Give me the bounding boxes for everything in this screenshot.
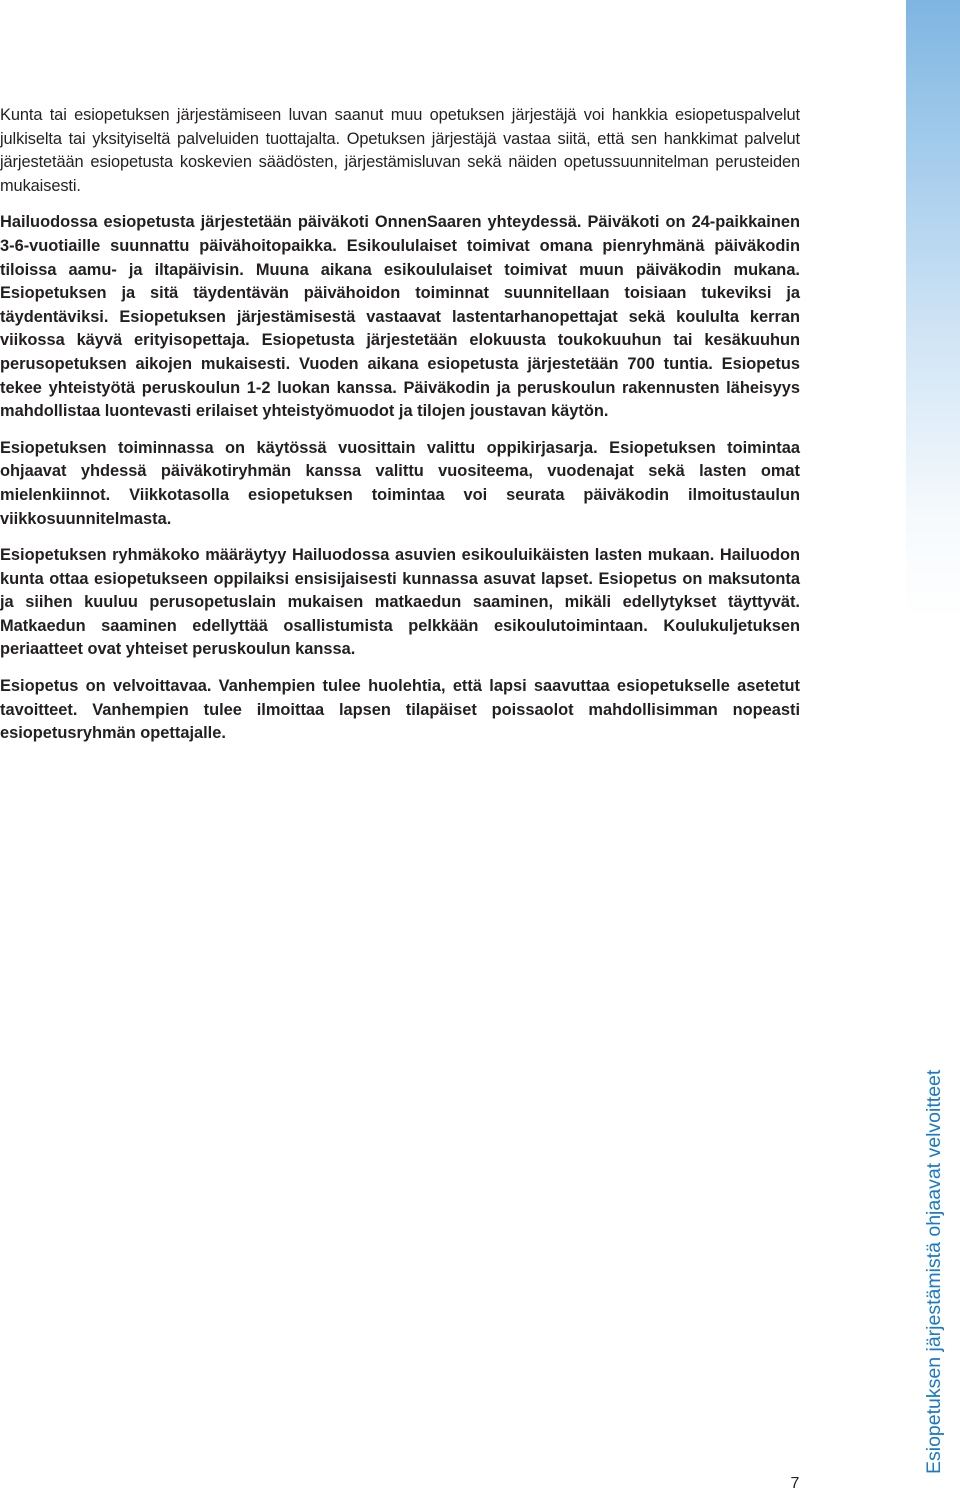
paragraph-hailuoto-preschool: Hailuodossa esiopetusta järjestetään päiväkoti OnnenSaaren yhteydessä. Päiväkoti on 24-paikkainen 3-6-vuotiaille suunnattu päivähoitopaikka. Esikoululaiset toimivat omana pienryhmänä päiväkodin tiloissa aamu- ja iltapäivisin. Muuna aikana esikoululaiset toimivat muun päiväkodin mukana. Esiopetuksen ja sitä täydentävän päivähoidon toiminnat suunnitellaan toisiaan tukeviksi ja täydentäviksi. Esiopetuksen järjestämisestä vastaavat lastentarhanopettajat sekä koululta kerran viikossa käyvä erityisopettaja. Esiopetusta järjestetään elokuusta toukokuuhun tai kesäkuuhun perusopetuksen aikojen mukaisesti. Vuoden aikana esiopetusta järjestetään 700 tuntia. Esiopetus tekee yhteistyötä peruskoulun 1-2 luokan kanssa. Päiväkodin ja peruskoulun rakennusten läheisyys mahdollistaa luontevasti erilaiset yhteistyömuodot ja tilojen joustavan käytön. — [0, 213, 800, 421]
body-text — [0, 104, 800, 759]
paragraph-intro: Kunta tai esiopetuksen järjestämiseen luvan saanut muu opetuksen järjestäjä voi hankkia esiopetuspalvelut julkiselta tai yksityiseltä palveluiden tuottajalta. Opetuksen järjestäjä vastaa siitä, että sen hankkimat palvelut järjestetään esiopetusta koskevien säädösten, järjestämisluvan sekä näiden opetussuunnitelman perusteiden mukaisesti. — [0, 106, 800, 195]
paragraph-obligation: Esiopetus on velvoittavaa. Vanhempien tulee huolehtia, että lapsi saavuttaa esiopetukselle asetetut tavoitteet. Vanhempien tulee ilmoittaa lapsen tilapäiset poissaolot mahdollisimman nopeasti esiopetusryhmän opettajalle. — [0, 677, 800, 743]
section-side-title: Esiopetuksen järjestämistä ohjaavat velvoitteet — [923, 1069, 945, 1474]
paragraph-activities: Esiopetuksen toiminnassa on käytössä vuosittain valittu oppikirjasarja. Esiopetuksen toimintaa ohjaavat yhdessä päiväkotiryhmän kanssa valittu vuositeema, vuodenajat sekä lasten omat mielenkiinnot. Viikkotasolla esiopetuksen toimintaa voi seurata päiväkodin ilmoitustaulun viikkosuunnitelmasta. — [0, 438, 800, 528]
paragraph-group-size: Esiopetuksen ryhmäkoko määräytyy Hailuodossa asuvien esikouluikäisten lasten mukaan. Hailuodon kunta ottaa esiopetukseen oppilaiksi ensisijaisesti kunnassa asuvat lapset. Esiopetus on maksutonta ja siihen kuuluu perusopetuslain mukaisen matkaedun saaminen, mikäli edellytykset täyttyvät. Matkaedun saaminen edellyttää osallistumista pelkkään esikoulutoimintaan. Koulukuljetuksen periaatteet ovat yhteiset peruskoulun kanssa. — [0, 546, 800, 659]
page-number: 7 — [790, 1475, 800, 1492]
